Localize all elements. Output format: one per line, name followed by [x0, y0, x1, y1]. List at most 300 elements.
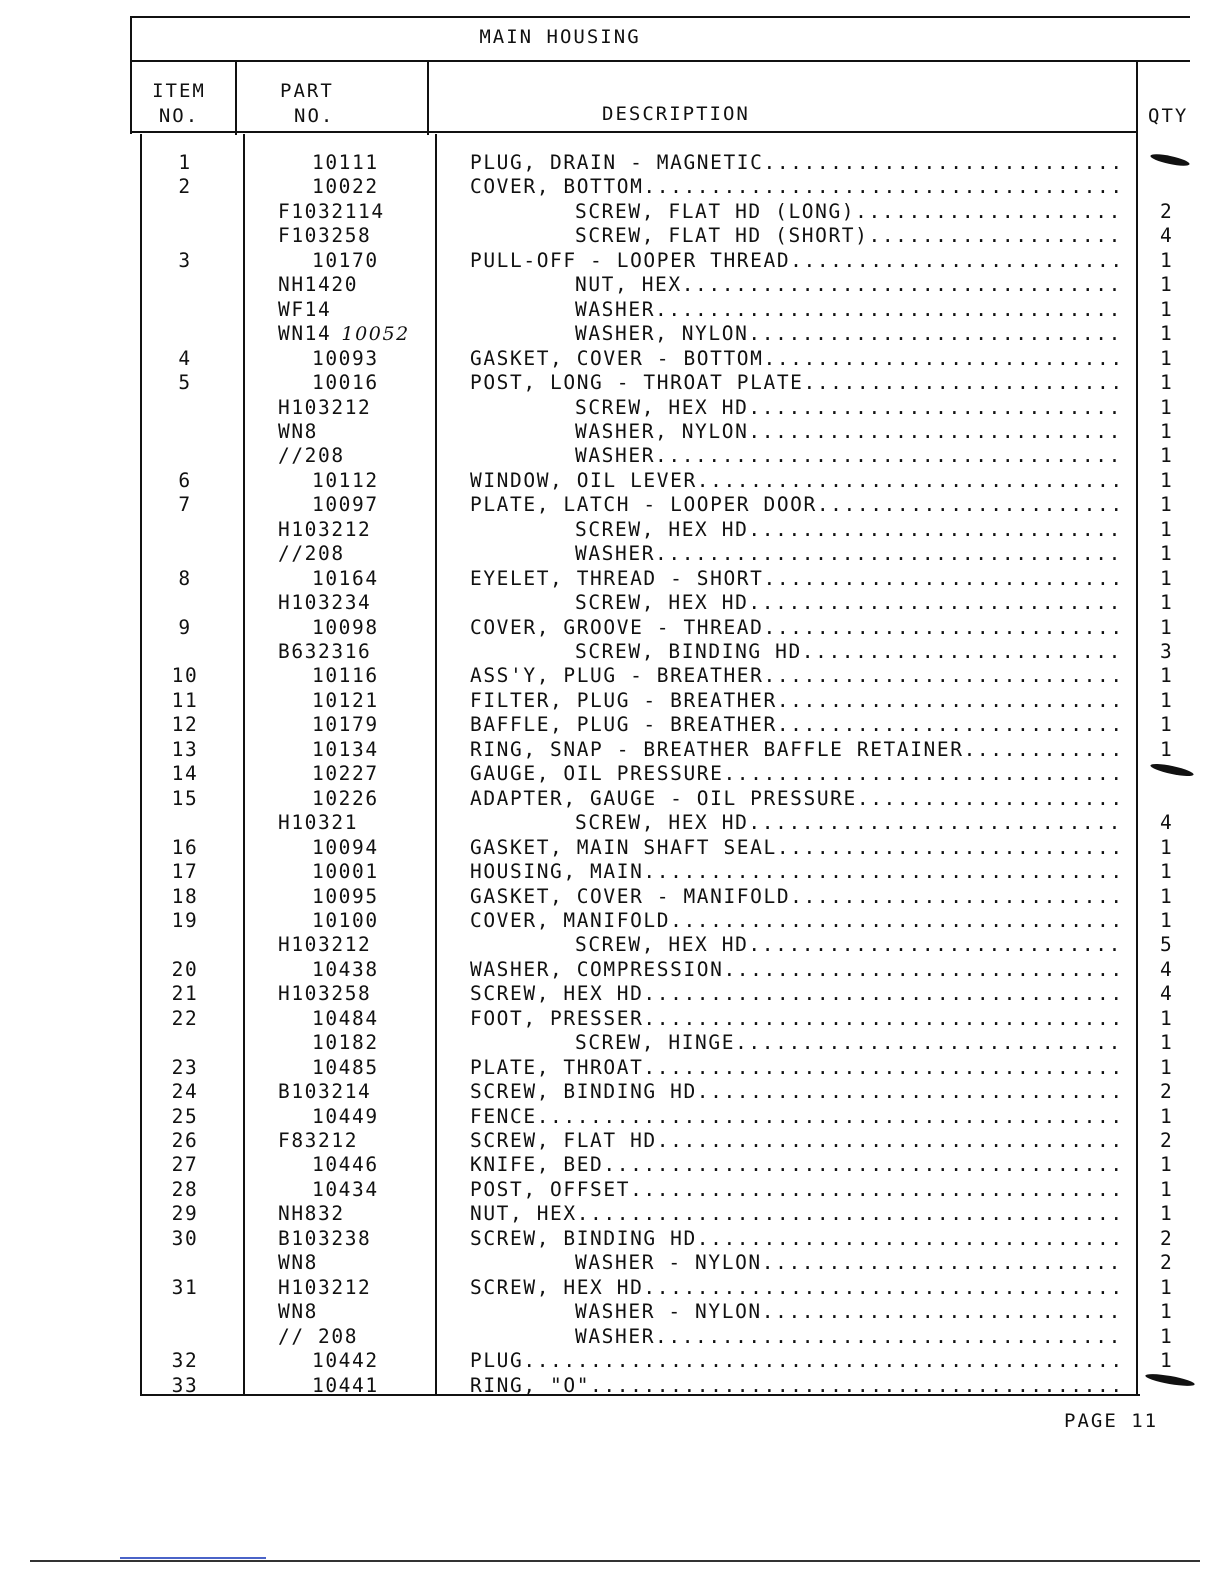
part-description: WASHER, NYLON............................ [575, 322, 1122, 346]
part-number-text: 10484 [312, 1006, 379, 1030]
part-number-text: 10227 [312, 762, 379, 786]
part-number [312, 493, 379, 517]
part-number-text: 10442 [312, 1349, 379, 1373]
part-number [312, 1349, 379, 1373]
part-number [312, 371, 379, 395]
part-description: GASKET, MAIN SHAFT SEAL.......................... [470, 835, 1124, 859]
quantity: 5 [1160, 933, 1174, 957]
part-number [278, 1276, 371, 1300]
table-row [0, 1227, 1224, 1251]
quantity: 1 [1160, 615, 1174, 639]
item-number: 3 [178, 248, 192, 272]
table-row [0, 909, 1224, 933]
part-number [312, 567, 379, 591]
part-description: SCREW, BINDING HD........................ [575, 640, 1122, 663]
handwritten-note: 10052 [341, 323, 410, 346]
part-number-text: 10441 [312, 1373, 379, 1397]
part-number-text: 10001 [312, 860, 379, 884]
table-row [0, 1276, 1224, 1300]
item-number: 30 [171, 1226, 199, 1250]
qty-header: QTY [1148, 105, 1189, 127]
table-row [0, 1300, 1224, 1324]
part-desc-divider [427, 60, 429, 135]
part-number-text: 10121 [312, 688, 379, 712]
quantity: 1 [1160, 371, 1174, 395]
part-number [312, 151, 379, 175]
item-number: 14 [171, 762, 199, 786]
part-number-text: WF14 [278, 297, 332, 321]
part-description: SCREW, HEX HD............................ [575, 395, 1122, 419]
part-description: ADAPTER, GAUGE - OIL PRESSURE.................... [470, 786, 1124, 810]
table-row [0, 1153, 1224, 1177]
table-row [0, 175, 1224, 199]
header-rule [130, 131, 1138, 133]
part-number-text: NH1420 [278, 273, 359, 297]
item-number: 11 [171, 688, 199, 712]
part-number-text: 10116 [312, 664, 379, 688]
part-number [278, 1080, 371, 1104]
table-row [0, 640, 1224, 664]
part-number [278, 542, 345, 566]
table-row [0, 1080, 1224, 1104]
quantity: 1 [1160, 1031, 1174, 1055]
part-number-text: 10434 [312, 1177, 379, 1201]
table-row [0, 518, 1224, 542]
quantity: 2 [1160, 1251, 1174, 1275]
part-description: PLUG, DRAIN - MAGNETIC........................... [470, 151, 1124, 174]
part-description: NUT, HEX................................. [575, 273, 1122, 297]
item-number: 27 [171, 1153, 199, 1177]
part-number-text: H103234 [278, 591, 372, 615]
item-number: 9 [178, 615, 192, 639]
quantity: 1 [1160, 713, 1174, 737]
part-number [312, 347, 379, 371]
part-number-text: H103258 [278, 982, 372, 1006]
quantity: 1 [1160, 273, 1174, 297]
item-number: 19 [171, 908, 199, 932]
item-header-line1: ITEM [152, 80, 206, 102]
part-description: WASHER................................... [575, 444, 1122, 468]
table-row [0, 1129, 1224, 1153]
quantity: 1 [1160, 419, 1174, 443]
part-number [312, 762, 379, 786]
table-row [0, 1251, 1224, 1275]
quantity: 4 [1160, 811, 1174, 835]
quantity: 1 [1160, 517, 1174, 541]
part-number-text: 10022 [312, 175, 379, 199]
quantity: 1 [1160, 322, 1174, 346]
part-number [312, 664, 379, 688]
part-number-text: NH832 [278, 1202, 345, 1226]
table-row [0, 1202, 1224, 1226]
table-row [0, 273, 1224, 297]
part-number [312, 616, 379, 640]
part-description: GASKET, COVER - MANIFOLD......................... [470, 884, 1124, 908]
item-number: 2 [178, 175, 192, 199]
part-description: SCREW, HEX HD............................ [575, 933, 1122, 957]
part-description: NUT, HEX......................................... [470, 1202, 1124, 1226]
part-description: WASHER, COMPRESSION.............................. [470, 957, 1124, 981]
item-number: 17 [171, 860, 199, 884]
part-number [278, 444, 345, 468]
part-number [278, 322, 410, 346]
quantity: 1 [1160, 1055, 1174, 1079]
quantity: 1 [1160, 1300, 1174, 1324]
quantity: 1 [1160, 908, 1174, 932]
part-description: WINDOW, OIL LEVER................................ [470, 468, 1124, 492]
item-number: 33 [171, 1373, 199, 1397]
part-number-text: 10095 [312, 884, 379, 908]
part-description: SCREW, FLAT HD................................... [470, 1129, 1124, 1152]
table-row [0, 298, 1224, 322]
table-row [0, 762, 1224, 786]
part-number-text: B632316 [278, 640, 372, 663]
item-number: 22 [171, 1006, 199, 1030]
part-number [278, 273, 358, 297]
part-number [278, 1325, 358, 1349]
part-description: SCREW, BINDING HD................................ [470, 1080, 1124, 1104]
part-number-text: //208 [278, 542, 345, 566]
quantity: 1 [1160, 395, 1174, 419]
item-number: 1 [178, 151, 192, 174]
table-row [0, 469, 1224, 493]
part-description: SCREW, HEX HD.................................... [470, 1275, 1124, 1299]
item-number: 10 [171, 664, 199, 688]
item-number: 25 [171, 1104, 199, 1128]
quantity: 1 [1160, 664, 1174, 688]
item-number: 13 [171, 737, 199, 761]
table-row [0, 860, 1224, 884]
quantity: 1 [1160, 1177, 1174, 1201]
item-header-line2: NO. [158, 105, 200, 127]
item-number: 5 [178, 371, 192, 395]
part-number [312, 860, 379, 884]
part-number-text: // 208 [278, 1324, 359, 1348]
part-description: PLATE, THROAT.................................... [470, 1055, 1124, 1079]
part-number [312, 469, 379, 493]
part-description: FENCE............................................ [470, 1104, 1124, 1128]
part-description: SCREW, HEX HD............................ [575, 517, 1122, 541]
table-row [0, 958, 1224, 982]
part-description: WASHER - NYLON........................... [575, 1300, 1122, 1324]
part-number-text: B103238 [278, 1226, 372, 1250]
quantity: 1 [1160, 1104, 1174, 1128]
quantity: 1 [1160, 884, 1174, 908]
quantity: 1 [1160, 835, 1174, 859]
part-number-text: 10093 [312, 346, 379, 370]
quantity: 1 [1160, 737, 1174, 761]
part-number-text: 10446 [312, 1153, 379, 1177]
part-number-text: WN8 [278, 1300, 319, 1324]
part-description: WASHER - NYLON........................... [575, 1251, 1122, 1275]
table-row [0, 1007, 1224, 1031]
item-number: 18 [171, 884, 199, 908]
part-description: COVER, MANIFOLD.................................. [470, 908, 1124, 932]
part-number-text: 10100 [312, 908, 379, 932]
top-rule [130, 16, 1190, 18]
part-number-text: H103212 [278, 1275, 372, 1299]
part-description: GAUGE, OIL PRESSURE.............................. [470, 762, 1124, 786]
part-description: SCREW, HINGE............................. [575, 1031, 1122, 1055]
part-description: WASHER................................... [575, 297, 1122, 321]
quantity: 4 [1160, 982, 1174, 1006]
part-number [278, 591, 371, 615]
item-number: 23 [171, 1055, 199, 1079]
part-number-text: 10016 [312, 371, 379, 395]
quantity: 2 [1160, 1129, 1174, 1152]
part-number-text: 10438 [312, 957, 379, 981]
part-number-text: 10182 [312, 1031, 379, 1055]
part-number [312, 738, 379, 762]
part-number [278, 518, 371, 542]
quantity: 1 [1160, 346, 1174, 370]
part-number-text: F103258 [278, 224, 372, 248]
table-row [0, 200, 1224, 224]
part-no-header [280, 79, 334, 129]
part-description: SCREW, HEX HD.................................... [470, 982, 1124, 1006]
part-description: ASS'Y, PLUG - BREATHER........................... [470, 664, 1124, 688]
part-number [278, 200, 385, 224]
quantity: 3 [1160, 640, 1174, 663]
part-number [278, 1129, 358, 1153]
quantity: 2 [1160, 199, 1174, 223]
table-row [0, 1178, 1224, 1202]
part-number [278, 1251, 318, 1275]
item-number: 28 [171, 1177, 199, 1201]
part-number [312, 1374, 379, 1398]
part-number-text: 10094 [312, 835, 379, 859]
item-no-header [148, 79, 210, 129]
table-row [0, 933, 1224, 957]
table-row [0, 836, 1224, 860]
quantity: 4 [1160, 957, 1174, 981]
part-number-text: 10179 [312, 713, 379, 737]
table-row [0, 1325, 1224, 1349]
quantity: 4 [1160, 224, 1174, 248]
table-row [0, 885, 1224, 909]
title-rule [130, 60, 1190, 62]
table-row [0, 396, 1224, 420]
part-description: POST, OFFSET..................................... [470, 1177, 1124, 1201]
part-number-text: F1032114 [278, 199, 385, 223]
part-number [278, 640, 371, 664]
part-number-text: 10097 [312, 493, 379, 517]
item-number: 6 [178, 468, 192, 492]
part-header-line1: PART [280, 80, 334, 102]
part-number-text: 10098 [312, 615, 379, 639]
part-number [312, 836, 379, 860]
item-number: 4 [178, 346, 192, 370]
part-number-text: 10134 [312, 737, 379, 761]
part-number [312, 713, 379, 737]
part-description: SCREW, FLAT HD (SHORT)................... [575, 224, 1122, 248]
quantity: 1 [1160, 542, 1174, 566]
table-row [0, 713, 1224, 737]
item-number: 20 [171, 957, 199, 981]
part-description: SCREW, FLAT HD (LONG).................... [575, 199, 1122, 223]
table-row [0, 689, 1224, 713]
part-description: KNIFE, BED....................................... [470, 1153, 1124, 1177]
part-description: BAFFLE, PLUG - BREATHER.......................... [470, 713, 1124, 737]
part-number [278, 933, 371, 957]
quantity: 1 [1160, 591, 1174, 615]
item-number: 26 [171, 1129, 199, 1152]
part-description: FOOT, PRESSER.................................... [470, 1006, 1124, 1030]
table-row [0, 1349, 1224, 1373]
part-description: PULL-OFF - LOOPER THREAD......................... [470, 248, 1124, 272]
part-description: SCREW, HEX HD............................ [575, 811, 1122, 835]
part-description: FILTER, PLUG - BREATHER.......................... [470, 688, 1124, 712]
part-description: RING, "O"........................................ [470, 1373, 1124, 1397]
item-number: 8 [178, 566, 192, 590]
part-number-text: 10111 [312, 151, 379, 174]
item-number: 24 [171, 1080, 199, 1104]
quantity: 1 [1160, 468, 1174, 492]
part-description: COVER, BOTTOM.................................... [470, 175, 1124, 199]
part-number-text: H103212 [278, 395, 372, 419]
quantity: 1 [1160, 1275, 1174, 1299]
part-description: RING, SNAP - BREATHER BAFFLE RETAINER............ [470, 737, 1124, 761]
table-row [0, 542, 1224, 566]
item-number: 7 [178, 493, 192, 517]
item-number: 32 [171, 1349, 199, 1373]
part-number-text: WN8 [278, 1251, 319, 1275]
part-number [278, 811, 358, 835]
part-number [278, 420, 318, 444]
part-number [278, 224, 371, 248]
part-description: SCREW, HEX HD............................ [575, 591, 1122, 615]
part-description: POST, LONG - THROAT PLATE........................ [470, 371, 1124, 395]
part-description: COVER, GROOVE - THREAD........................... [470, 615, 1124, 639]
part-number [278, 396, 371, 420]
part-description: SCREW, BINDING HD................................ [470, 1226, 1124, 1250]
table-row [0, 1105, 1224, 1129]
part-number [312, 1056, 379, 1080]
part-number-text: 10170 [312, 248, 379, 272]
part-number-text: 10112 [312, 468, 379, 492]
item-number: 15 [171, 786, 199, 810]
scan-edge [120, 1557, 266, 1559]
part-description: WASHER................................... [575, 542, 1122, 566]
table-row [0, 371, 1224, 395]
quantity: 2 [1160, 1226, 1174, 1250]
part-number [312, 1105, 379, 1129]
quantity: 1 [1160, 688, 1174, 712]
quantity: 1 [1160, 444, 1174, 468]
table-row [0, 151, 1224, 175]
page-number: PAGE 11 [1064, 1410, 1159, 1432]
item-number: 21 [171, 982, 199, 1006]
part-number [312, 249, 379, 273]
table-row [0, 249, 1224, 273]
item-number: 12 [171, 713, 199, 737]
part-number-text: WN14 [278, 322, 332, 346]
table-row [0, 224, 1224, 248]
part-number-text: //208 [278, 444, 345, 468]
part-description: WASHER................................... [575, 1324, 1122, 1348]
part-number-text: 10485 [312, 1055, 379, 1079]
part-number [312, 787, 379, 811]
table-row [0, 591, 1224, 615]
item-number: 29 [171, 1202, 199, 1226]
quantity: 1 [1160, 1324, 1174, 1348]
quantity: 1 [1160, 493, 1174, 517]
table-row [0, 787, 1224, 811]
part-description: PLATE, LATCH - LOOPER DOOR....................... [470, 493, 1124, 517]
part-number [278, 1300, 318, 1324]
part-number-text: H103212 [278, 517, 372, 541]
part-number-text: 10226 [312, 786, 379, 810]
table-row [0, 811, 1224, 835]
quantity: 1 [1160, 297, 1174, 321]
table-row [0, 347, 1224, 371]
table-row [0, 738, 1224, 762]
part-number-text: H103212 [278, 933, 372, 957]
table-title: MAIN HOUSING [479, 26, 641, 48]
quantity: 1 [1160, 860, 1174, 884]
item-part-divider [235, 60, 237, 135]
quantity: 2 [1160, 1080, 1174, 1104]
part-number [278, 982, 371, 1006]
part-number [312, 1007, 379, 1031]
table-row [0, 1374, 1224, 1398]
table-row [0, 322, 1224, 346]
part-number-text: 10164 [312, 566, 379, 590]
part-number [312, 958, 379, 982]
part-number-text: B103214 [278, 1080, 372, 1104]
part-number [278, 298, 331, 322]
part-number-text: H10321 [278, 811, 359, 835]
part-number [312, 175, 379, 199]
part-description: HOUSING, MAIN.................................... [470, 860, 1124, 884]
table-row [0, 1031, 1224, 1055]
table-row [0, 1056, 1224, 1080]
description-header: DESCRIPTION [602, 103, 750, 125]
table-row [0, 420, 1224, 444]
item-number: 16 [171, 835, 199, 859]
part-number [312, 885, 379, 909]
part-description: GASKET, COVER - BOTTOM........................... [470, 346, 1124, 370]
quantity: 1 [1160, 1006, 1174, 1030]
part-number-text: WN8 [278, 419, 319, 443]
table-row [0, 444, 1224, 468]
part-number [312, 1031, 379, 1055]
part-description: PLUG............................................. [470, 1349, 1124, 1373]
part-number [278, 1227, 371, 1251]
quantity: 1 [1160, 248, 1174, 272]
part-number [312, 689, 379, 713]
part-description: EYELET, THREAD - SHORT........................... [470, 566, 1124, 590]
part-number [312, 909, 379, 933]
table-row [0, 982, 1224, 1006]
part-number-text: F83212 [278, 1129, 359, 1152]
scan-edge [30, 1560, 1200, 1562]
item-number: 31 [171, 1275, 199, 1299]
table-row [0, 567, 1224, 591]
table-row [0, 493, 1224, 517]
quantity: 1 [1160, 566, 1174, 590]
part-number [312, 1153, 379, 1177]
part-number [312, 1178, 379, 1202]
quantity: 1 [1160, 1349, 1174, 1373]
quantity: 1 [1160, 1202, 1174, 1226]
part-number [278, 1202, 345, 1226]
part-number-text: 10449 [312, 1104, 379, 1128]
table-row [0, 616, 1224, 640]
quantity: 1 [1160, 1153, 1174, 1177]
part-description: WASHER, NYLON............................ [575, 419, 1122, 443]
table-row [0, 664, 1224, 688]
